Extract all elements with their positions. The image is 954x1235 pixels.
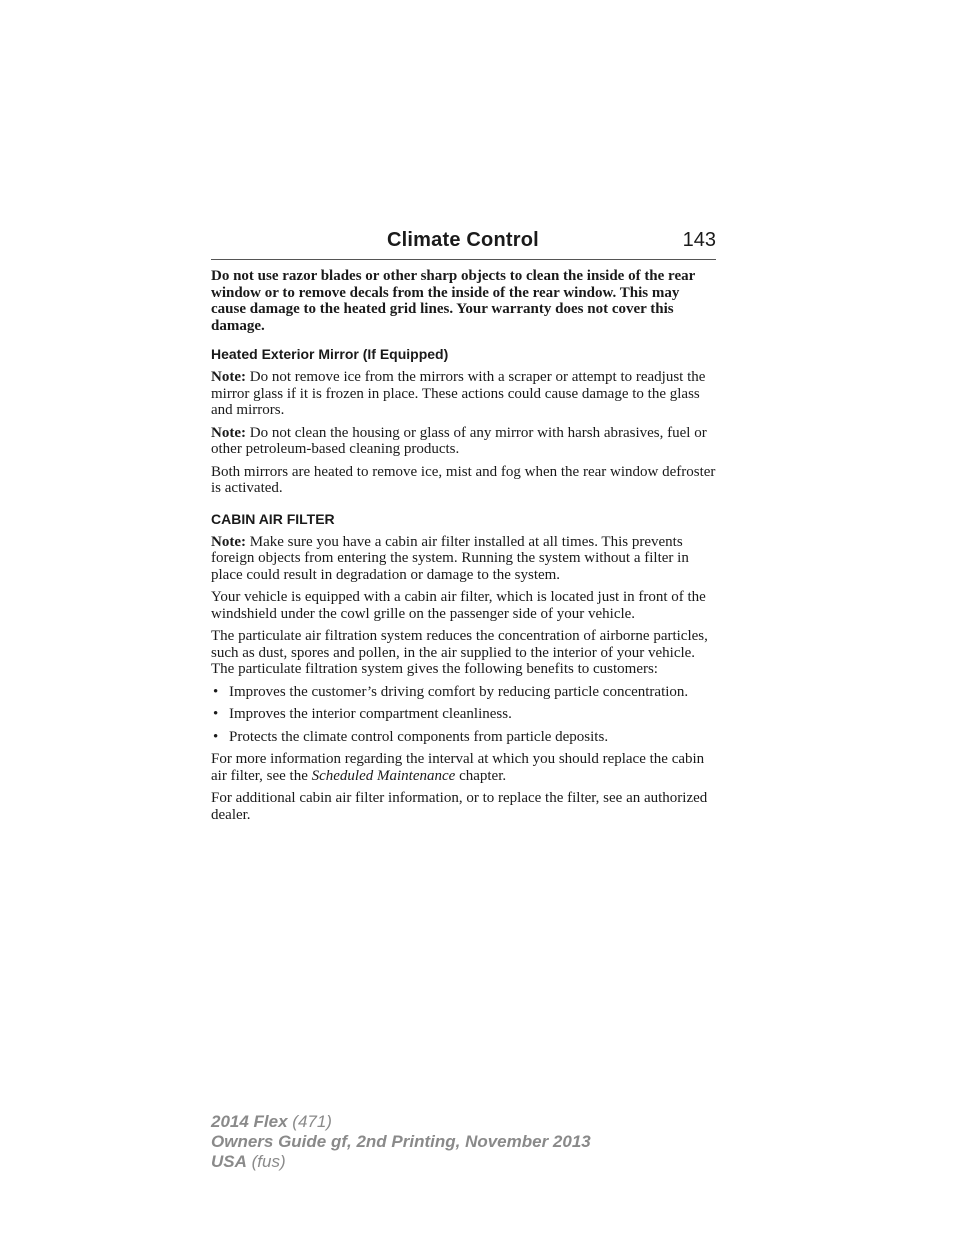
note-label: Note: (211, 369, 246, 385)
note-label: Note: (211, 424, 246, 441)
list-item-text: Improves the customer’s driving comfort by reducing particle concentration. (229, 683, 689, 700)
page-footer (211, 1112, 591, 1172)
mirror-paragraph: Both mirrors are heated to remove ice, mist and fog when the rear window defroster is activated. (211, 463, 716, 496)
note-text: Do not clean the housing or glass of any mirror with harsh abrasives, fuel or other petroleum-based cleaning products. (211, 424, 707, 457)
page-number: 143 (682, 229, 716, 251)
mirror-note-1 (211, 369, 716, 419)
model-code: (471) (287, 1112, 332, 1131)
note-text: Do not remove ice from the mirrors with a scraper or attempt to readjust the mirror glass if it is frozen in place. These actions could cause damage to the glass and mirrors. (211, 369, 706, 418)
page-content (211, 268, 716, 829)
market-code: (fus) (246, 1152, 286, 1171)
mirror-heading: Heated Exterior Mirror (If Equipped) (211, 346, 449, 362)
note-text: Make sure you have a cabin air filter installed at all times. This prevents foreign objects from entering the system. Running the system without a filter in place could result in degradation or damage to the system. (211, 533, 689, 583)
list-item-text: Improves the interior compartment cleanliness. (229, 706, 512, 722)
market-name: USA (211, 1152, 247, 1171)
bullet-icon: • (213, 728, 219, 745)
filter-paragraph-3 (211, 751, 716, 784)
list-item (211, 729, 716, 746)
filter-note (211, 534, 716, 584)
footer-line-1 (211, 1112, 591, 1132)
footer-line-2: Owners Guide gf, 2nd Printing, November 2013 (211, 1132, 591, 1151)
list-item (211, 684, 716, 701)
filter-paragraph-4: For additional cabin air filter information, or to replace the filter, see an authorized dealer. (211, 790, 708, 823)
list-item (211, 706, 716, 723)
chapter-reference: Scheduled Maintenance (311, 767, 456, 784)
filter-paragraph-2: The particulate air filtration system reduces the concentration of airborne particles, such as dust, spores and pollen, in the air supplied to the interior of your vehicle. The particulate filtration system gives the following benefits to customers: (211, 628, 708, 677)
note-label: Note: (211, 533, 246, 550)
cabin-filter-heading: CABIN AIR FILTER (211, 510, 335, 527)
bullet-icon: • (213, 683, 219, 700)
mirror-note-2 (211, 425, 716, 458)
benefits-list (211, 684, 716, 746)
para-text: For more information regarding the interval at which you should replace the cabin air filter, see the (211, 751, 705, 784)
model-name: 2014 Flex (211, 1112, 288, 1131)
para-text: chapter. (455, 767, 507, 784)
footer-line-3 (211, 1152, 591, 1172)
page-header (211, 229, 716, 260)
list-item-text: Protects the climate control components from particle deposits. (229, 728, 609, 745)
bullet-icon: • (213, 706, 219, 722)
warning-text: Do not use razor blades or other sharp objects to clean the inside of the rear window or to remove decals from the inside of the rear window. This may cause damage to the heated grid lines. Your warranty does not cover this damage. (211, 268, 695, 334)
filter-paragraph-1: Your vehicle is equipped with a cabin air filter, which is located just in front of the windshield under the cowl grille on the passenger side of your vehicle. (211, 589, 706, 622)
chapter-title: Climate Control (387, 229, 539, 251)
